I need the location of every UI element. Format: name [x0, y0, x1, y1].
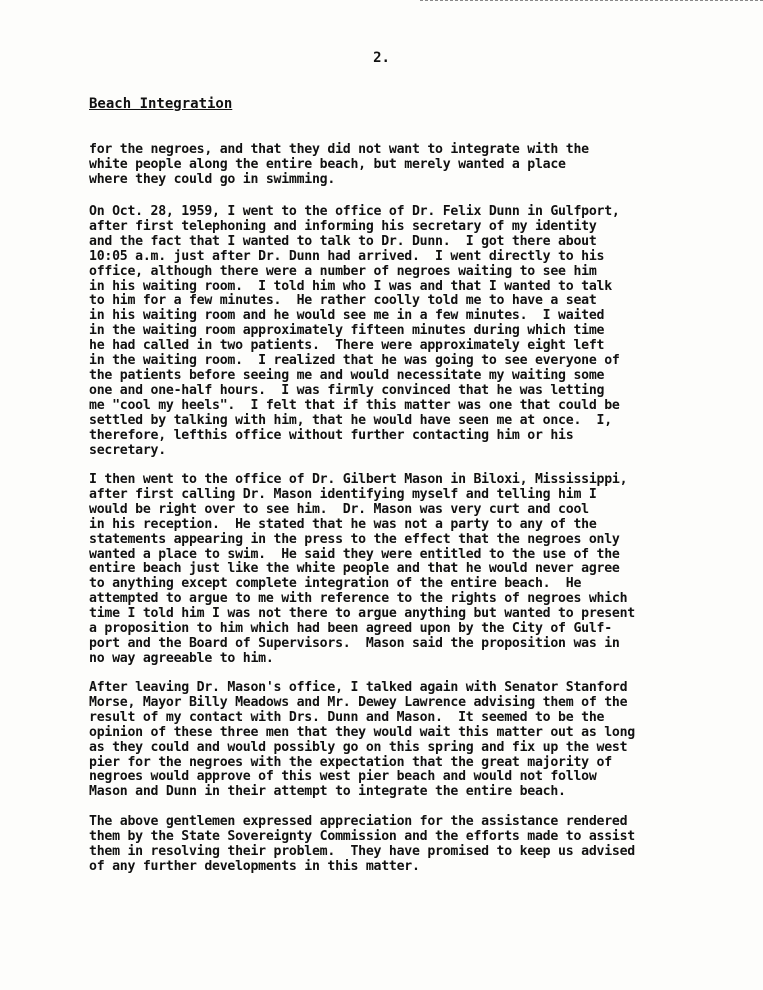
text-line: entire beach just like the white people and that he would never agree [89, 561, 620, 577]
text-line: in his waiting room. I told him who I was and that I wanted to talk [89, 278, 612, 294]
text-line: after first calling Dr. Mason identifying myself and telling him I [89, 486, 597, 502]
text-line: would be right over to see him. Dr. Mason was very curt and cool [89, 501, 589, 517]
text-line: statements appearing in the press to the effect that the negroes only [89, 531, 620, 547]
text-line: as they could and would possibly go on this spring and fix up the west [89, 739, 628, 755]
text-line: no way agreeable to him. [89, 650, 274, 666]
text-line: pier for the negroes with the expectation that the great majority of [89, 754, 612, 770]
text-line: negroes would approve of this west pier beach and would not follow [89, 769, 597, 785]
text-line: wanted a place to swim. He said they were entitled to the use of the [89, 546, 620, 562]
text-line: after first telephoning and informing his secretary of my identity [89, 218, 597, 234]
text-line: to anything except complete integration of the entire beach. He [89, 576, 582, 592]
text-line: secretary. [89, 442, 166, 458]
text-line: of any further developments in this matter. [89, 858, 420, 874]
text-line: therefore, lefthis office without further contacting him or his [89, 427, 574, 443]
page-number: 2. [373, 50, 390, 66]
text-line: white people along the entire beach, but merely wanted a place [89, 156, 566, 172]
text-line: he had called in two patients. There were approximately eight left [89, 338, 605, 354]
text-line: them in resolving their problem. They have promised to keep us advised [89, 843, 635, 859]
paragraph-5 [89, 815, 635, 875]
text-line: 10:05 a.m. just after Dr. Dunn had arrived. I went directly to his [89, 248, 605, 264]
text-line: I then went to the office of Dr. Gilbert Mason in Biloxi, Mississippi, [89, 472, 628, 487]
paragraph-3 [89, 473, 635, 667]
text-line: and the fact that I wanted to talk to Dr. Dunn. I got there about [89, 233, 597, 249]
text-line: time I told him I was not there to argue anything but wanted to present [89, 606, 635, 622]
text-line: Mason and Dunn in their attempt to integrate the entire beach. [89, 784, 566, 800]
text-line: the patients before seeing me and would necessitate my waiting some [89, 367, 605, 383]
text-line: port and the Board of Supervisors. Mason said the proposition was in [89, 635, 620, 651]
text-line: office, although there were a number of negroes waiting to see him [89, 263, 597, 279]
text-line: them by the State Sovereignty Commission and the efforts made to assist [89, 828, 635, 844]
text-line: for the negroes, and that they did not want to integrate with the [89, 142, 589, 157]
paragraph-2 [89, 205, 620, 458]
text-line: in his reception. He stated that he was not a party to any of the [89, 516, 597, 532]
text-line: Morse, Mayor Billy Meadows and Mr. Dewey Lawrence advising them of the [89, 694, 628, 710]
text-line: opinion of these three men that they would wait this matter out as long [89, 724, 635, 740]
text-line: The above gentlemen expressed appreciation for the assistance rendered [89, 814, 628, 829]
paragraph-1 [89, 143, 589, 188]
top-edge-rule [420, 0, 763, 3]
text-line: On Oct. 28, 1959, I went to the office of Dr. Felix Dunn in Gulfport, [89, 204, 620, 219]
text-line: result of my contact with Drs. Dunn and Mason. It seemed to be the [89, 709, 605, 725]
text-line: where they could go in swimming. [89, 171, 336, 187]
text-line: in the waiting room approximately fifteen minutes during which time [89, 323, 605, 339]
text-line: settled by talking with him, that he would have seen me at once. I, [89, 412, 612, 428]
text-line: to him for a few minutes. He rather coolly told me to have a seat [89, 293, 597, 309]
paragraph-4 [89, 681, 635, 800]
text-line: me "cool my heels". I felt that if this matter was one that could be [89, 397, 620, 413]
text-line: a proposition to him which had been agreed upon by the City of Gulf- [89, 621, 612, 637]
text-line: in the waiting room. I realized that he was going to see everyone of [89, 353, 620, 369]
text-line: attempted to argue to me with reference to the rights of negroes which [89, 591, 628, 607]
text-line: one and one-half hours. I was firmly convinced that he was letting [89, 382, 605, 398]
text-line: in his waiting room and he would see me in a few minutes. I waited [89, 308, 605, 324]
text-line: After leaving Dr. Mason's office, I talked again with Senator Stanford [89, 680, 628, 695]
section-heading: Beach Integration [89, 96, 233, 112]
